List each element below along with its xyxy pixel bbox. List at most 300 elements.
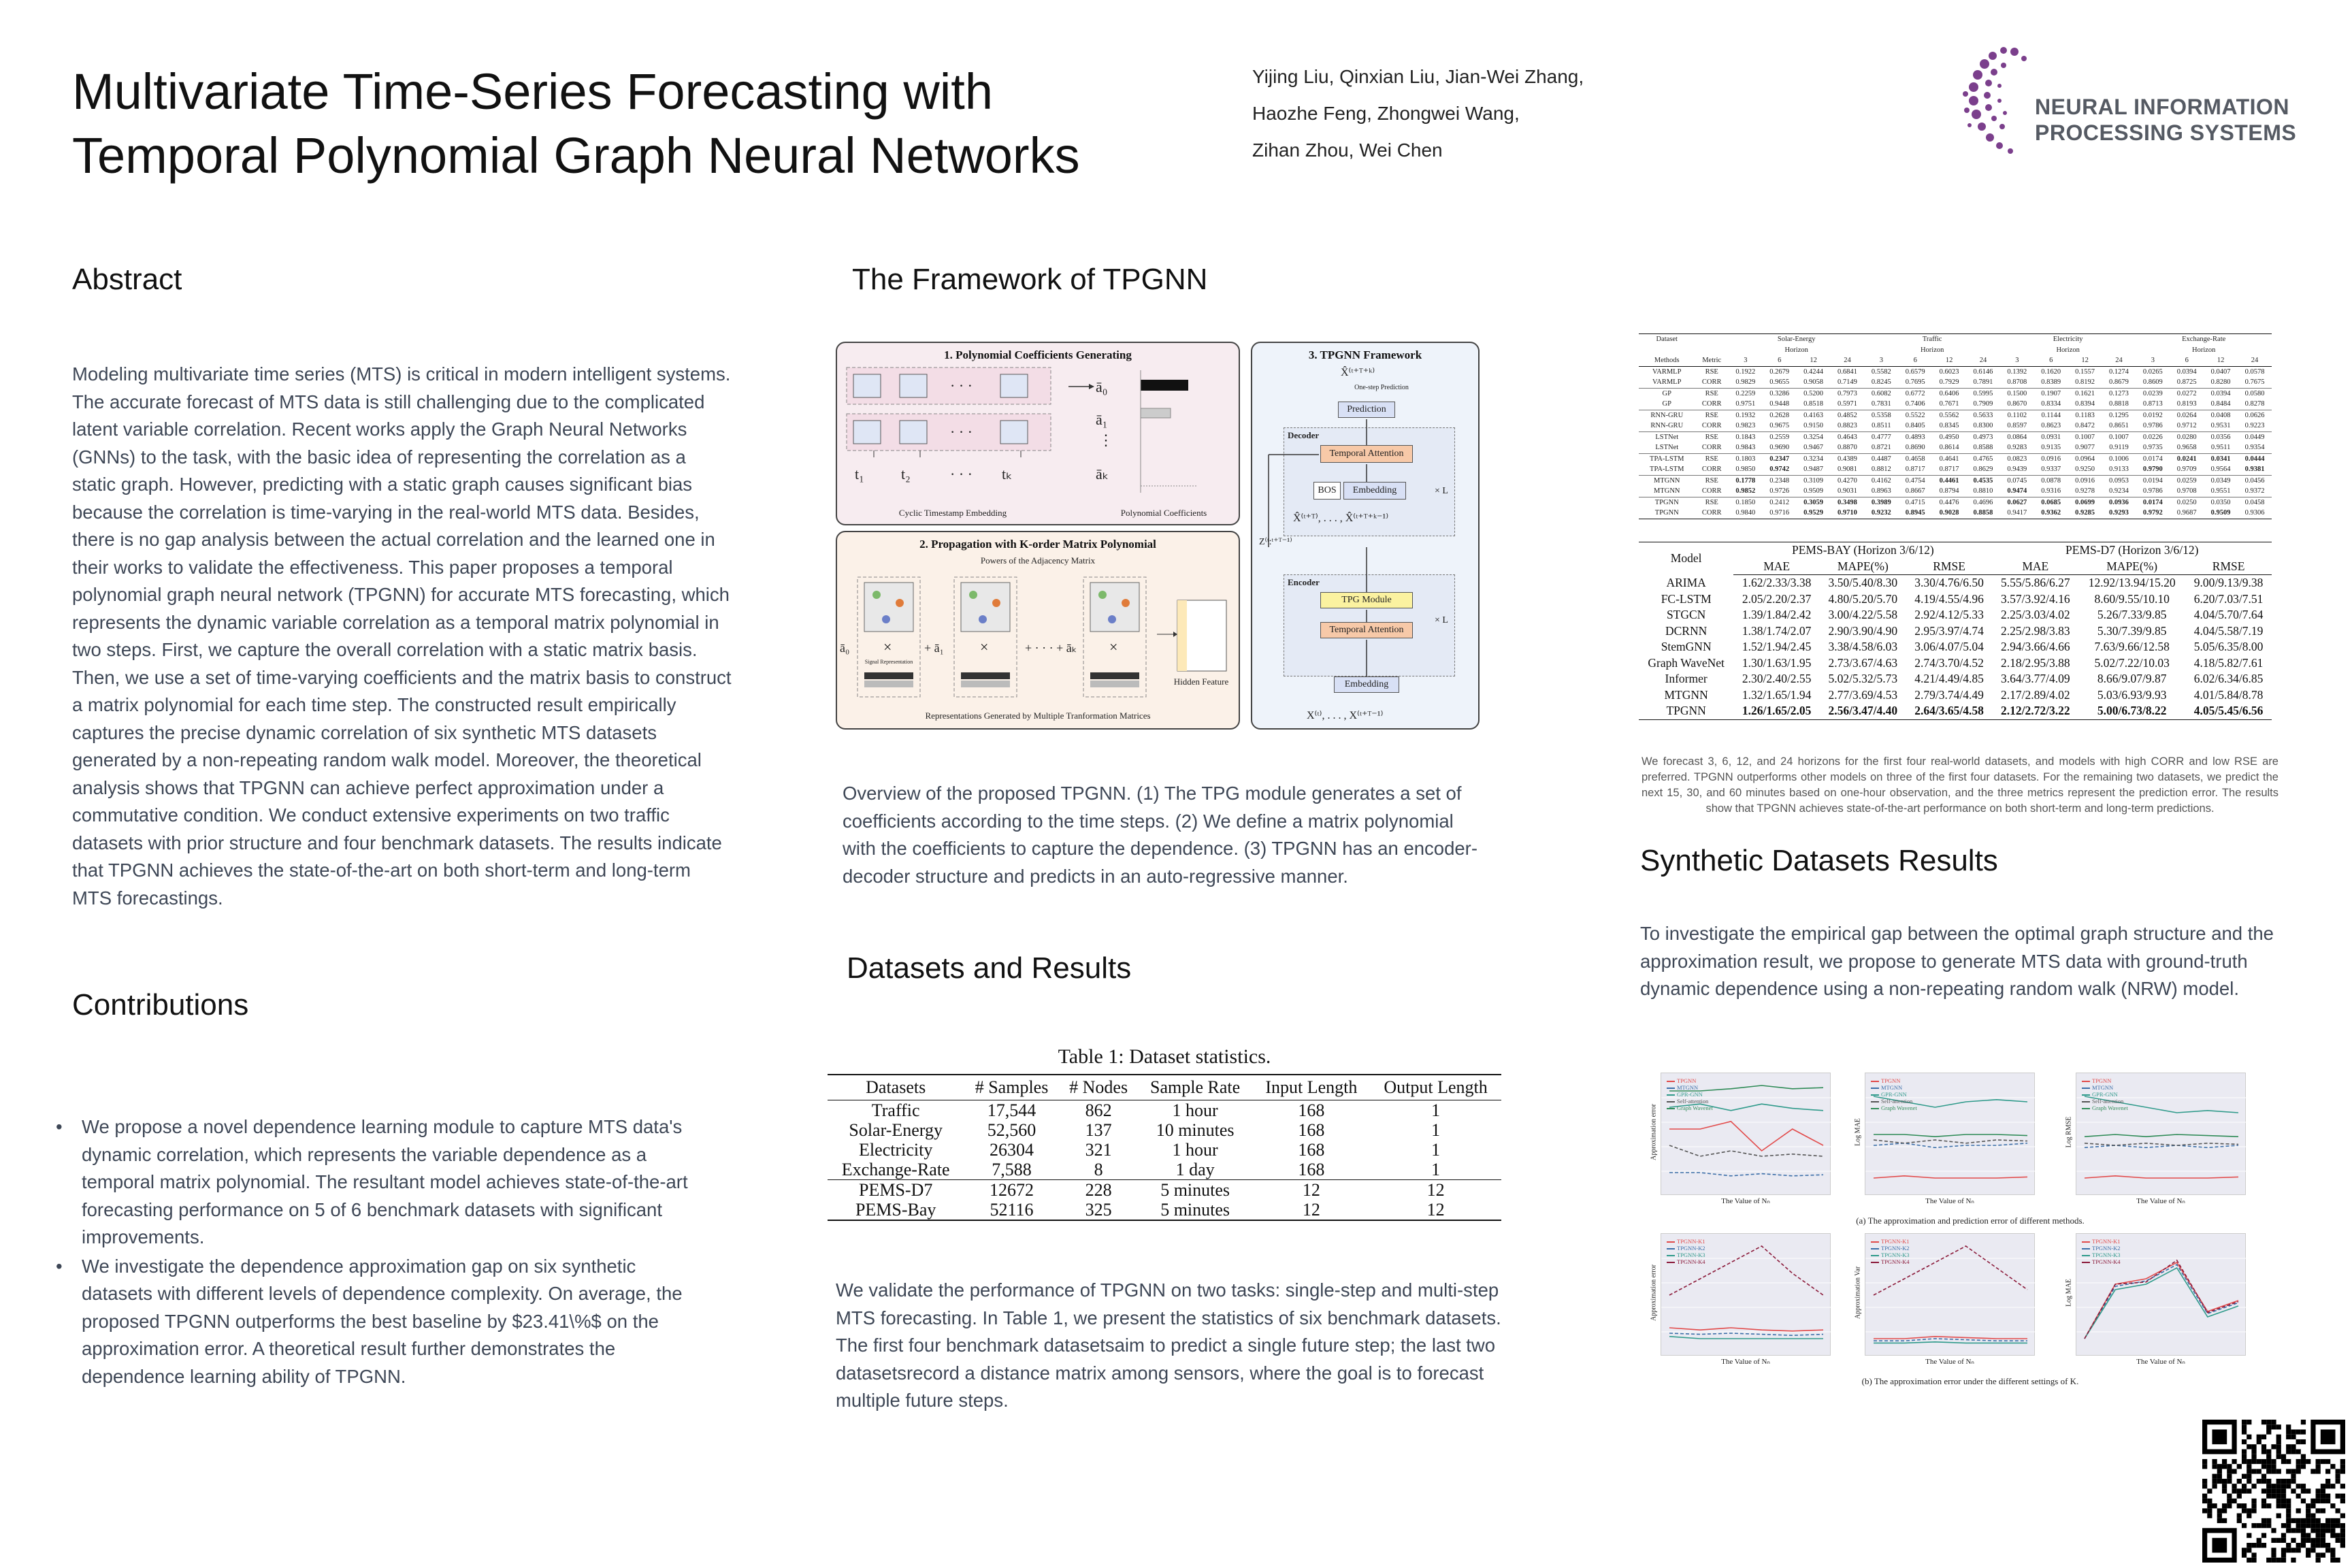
qr-module [2261,1533,2266,1538]
decoder-repeat-label: × L [1435,486,1448,496]
panel2-caption: Representations Generated by Multiple Tranformation Matrices [925,710,1151,721]
table-cell: 0.9850 [1735,466,1756,473]
table-row [1639,388,2272,399]
qr-module [2330,1503,2335,1508]
series-line [2085,1134,2238,1137]
table-cell: 0.5582 [1871,368,1891,376]
table-cell: 0.2412 [1763,497,1797,508]
author-list [1252,59,1633,169]
table-cell: ARIMA [1666,575,1706,589]
table-cell: 0.1557 [2075,368,2095,376]
qr-module [2266,1518,2271,1523]
table-cell: 321 [1085,1140,1112,1160]
table-row [1639,410,2272,421]
qr-module [2281,1503,2286,1508]
series-line [1669,1328,1823,1331]
column-header: 6 [1763,355,1797,366]
table-cell: 0.5995 [1966,388,2000,399]
qr-module [2336,1518,2340,1523]
encoder-embedding: Embedding [1334,676,1399,693]
table-cell: 0.0265 [2142,368,2163,376]
table-cell: 0.3286 [1763,388,1797,399]
qr-module [2237,1494,2242,1499]
table-cell: 0.0936 [2102,497,2136,508]
table-cell: 0.8679 [2109,378,2129,386]
qr-module [2261,1479,2266,1484]
table-cell: 4.05/5.45/6.56 [2185,703,2272,719]
series-line [1669,1173,1823,1176]
horizon-label: Horizon [1920,346,1944,354]
qr-module [2301,1429,2306,1434]
panel2-hidden-label: Hidden Feature [1173,676,1229,687]
series-line [2085,1143,2238,1145]
qr-module [2316,1538,2321,1543]
series-line [1874,1140,2027,1143]
table-cell: 0.0192 [2136,410,2170,421]
table-cell: 0.0350 [2204,497,2238,508]
table-cell: 52116 [964,1200,1059,1220]
table-cell: RSE [1695,410,1728,421]
plot-legend [2082,1077,2128,1111]
qr-module [2266,1479,2271,1484]
qr-code-icon[interactable] [2202,1420,2345,1563]
table-cell: 0.2628 [1763,410,1797,421]
qr-module [2271,1420,2276,1424]
table-cell: 0.0356 [2204,431,2238,442]
table-cell: 2.30/2.40/2.55 [1742,672,1812,685]
single-step-results-table [1639,333,2272,519]
qr-module [2227,1503,2232,1508]
table-cell: 0.8810 [1973,487,1993,495]
table-cell: 0.9687 [2170,508,2204,519]
qr-module [2336,1494,2340,1499]
table-cell: 0.9531 [2210,422,2231,429]
qr-module [2247,1469,2251,1473]
table-cell: 0.0264 [2170,410,2204,421]
table-cell: 0.5633 [1966,410,2000,421]
qr-module [2306,1523,2310,1528]
qr-module [2261,1499,2266,1503]
table-row [1639,591,2272,608]
qr-module [2340,1538,2345,1543]
table-cell: 0.8192 [2075,378,2095,386]
svg-text:ā₁: ā₁ [1096,411,1108,428]
table-cell: 0.8870 [1838,444,1857,451]
qr-module [2212,1538,2227,1553]
qr-module [2217,1464,2222,1469]
qr-module [2291,1474,2296,1479]
table-cell: 5.02/7.22/10.03 [2094,655,2170,670]
table-cell: 0.9829 [1735,378,1756,386]
x-axis-label: The Value of Nₙ [1721,1197,1770,1205]
tpg-module-box: TPG Module [1320,592,1413,608]
table-cell: 0.8472 [2075,422,2095,429]
table-row [1639,464,2272,475]
table-cell: 0.0456 [2238,475,2272,486]
qr-module [2325,1548,2330,1552]
x-axis-label: The Value of Nₙ [1925,1197,1974,1205]
qr-module [2296,1449,2301,1454]
table-row [1639,497,2272,508]
qr-module [2247,1474,2251,1479]
table-cell: 2.94/3.66/4.66 [2000,640,2070,653]
table-cell: 2.92/4.12/5.33 [1914,608,1984,621]
table-row [1639,442,2272,453]
table-cell: 0.8345 [1939,422,1959,429]
qr-module [2242,1503,2247,1508]
column-header: Solar-Energy [1729,334,1865,345]
qr-module [2207,1514,2212,1518]
table-cell: 0.7671 [1939,400,1959,408]
table-cell: 0.8405 [1905,422,1925,429]
table-cell: CORR [1701,487,1722,495]
table-cell: 0.1392 [2007,368,2027,376]
table-row [1639,377,2272,388]
table-cell: 0.9786 [2142,422,2163,429]
qr-module [2330,1523,2335,1528]
table-cell: 2.17/2.89/4.02 [2000,687,2070,702]
qr-module [2217,1469,2222,1473]
column-header: MAE [1992,559,2078,575]
logo-line-1: NEURAL INFORMATION [2035,95,2290,119]
table-cell: 1.62/2.33/3.38 [1742,576,1812,589]
table-cell: 0.1778 [1729,475,1763,486]
qr-module [2222,1459,2227,1464]
table-cell: 8.66/9.07/9.87 [2097,672,2167,685]
table-cell: 0.9708 [2176,487,2197,495]
table-cell: 0.0280 [2170,431,2204,442]
qr-module [2325,1499,2330,1503]
table-row [1639,508,2272,519]
table-row [1639,671,2272,687]
table-cell: 0.0272 [2170,388,2204,399]
qr-module [2321,1553,2325,1558]
table-cell: 3.00/4.22/5.58 [1828,608,1898,621]
qr-module [2247,1514,2251,1518]
table-cell: 0.9354 [2244,444,2265,451]
panel2-subtitle: Powers of the Adjacency Matrix [980,555,1096,566]
qr-module [2281,1494,2286,1499]
table-row [1639,655,2272,672]
qr-module [2336,1523,2340,1528]
x-axis-label: The Value of Nₙ [1721,1358,1770,1366]
qr-module [2271,1538,2276,1543]
svg-text:· · ·: · · · [950,466,973,483]
qr-module [2232,1499,2236,1503]
table-cell: 1 [1431,1140,1441,1160]
table-cell: 1.39/1.84/2.42 [1742,608,1812,621]
table-cell: 0.1932 [1729,410,1763,421]
table-cell: 0.1102 [2000,410,2034,421]
table-cell: 0.9417 [2000,508,2034,519]
table-cell: 0.9293 [2102,508,2136,519]
table-cell: RNN-GRU [1650,422,1684,429]
qr-module [2296,1518,2301,1523]
table-cell: 0.9250 [2075,466,2095,473]
qr-module [2251,1459,2256,1464]
table-cell: 1.52/1.94/2.45 [1742,640,1812,653]
table-cell: 0.2347 [1763,453,1797,464]
table-cell: 0.1907 [2034,388,2068,399]
table-cell: 0.7909 [1973,400,1993,408]
qr-module [2310,1543,2315,1548]
table-cell: 0.6082 [1864,388,1898,399]
qr-module [2340,1469,2345,1473]
svg-text:⋮: ⋮ [1098,431,1113,448]
table-cell: 0.9077 [2075,444,2095,451]
table-cell: 0.9028 [1932,508,1966,519]
encoder-repeat-label: × L [1435,615,1448,625]
table-cell: 1 day [1175,1160,1215,1179]
table-cell: 0.9712 [2176,422,2197,429]
synthetic-plot [1865,1233,2035,1356]
legend-entry: GPR-GNN [1667,1091,1713,1098]
table-cell: 2.74/3.70/4.52 [1914,655,1984,670]
qr-module [2286,1503,2291,1508]
table-cell: 52,560 [987,1120,1036,1140]
qr-module [2217,1479,2222,1484]
table-cell: 0.4973 [1966,431,2000,442]
qr-module [2316,1488,2321,1493]
qr-module [2301,1518,2306,1523]
table-cell: 4.04/5.58/7.19 [2193,623,2264,638]
y-axis-label: Log MAE [2065,1279,2073,1307]
table-cell: 0.4715 [1898,497,1932,508]
column-header: Metric [1695,355,1728,366]
synthetic-plot [1661,1233,1831,1356]
logo-line-2: PROCESSING SYSTEMS [2035,120,2297,145]
qr-module [2306,1459,2310,1464]
table-cell: 0.8300 [1973,422,1993,429]
table-cell: 0.6772 [1898,388,1932,399]
qr-module [2336,1538,2340,1543]
framework-description: Overview of the proposed TPGNN. (1) The TPG module generates a set of coefficients according to the time steps. (2) We define a matrix polynomial with the coefficients to capture the dependence. (3) TPGNN has an encoder-decoder structure and predicts in an auto-regressive manner. [843,783,1477,887]
qr-module [2251,1508,2256,1513]
column-header: 24 [1966,355,2000,366]
panel1-left-caption: Cyclic Timestamp Embedding [898,508,1007,518]
table-cell: TPA-LSTM [1639,453,1695,464]
legend-entry: Self-attention [1871,1098,1917,1105]
table-cell: 0.1620 [2041,368,2061,376]
qr-module [2291,1528,2296,1533]
table-row [1639,453,2272,464]
column-header: 6 [2034,355,2068,366]
qr-module [2212,1474,2217,1479]
table-cell: TPA-LSTM [1650,466,1684,473]
table-cell: 0.9852 [1735,487,1756,495]
table-cell: 2.18/2.95/3.88 [2000,655,2070,670]
qr-module [2247,1488,2251,1493]
qr-module [2257,1543,2261,1548]
datasets-text: We validate the performance of TPGNN on two tasks: single-step and multi-step MTS forecasting. In Table 1, we present the statistics of six benchmark datasets. The first four benchmark datasetsaim to predict a single future step; the last two datasetsrecord a distance matrix among sensors, where the goal is to forecast multiple future steps. [836,1279,1501,1411]
table-cell: 0.9655 [1769,378,1790,386]
qr-module [2286,1444,2291,1449]
panel-tpgnn-framework [1251,342,1480,730]
qr-module [2207,1488,2212,1493]
table-cell: 0.9790 [2142,466,2163,473]
qr-module [2266,1464,2271,1469]
row1-caption: (a) The approximation and prediction error of different methods. [1856,1215,2085,1226]
table-cell: 0.9487 [1803,466,1824,473]
table-cell: 0.8623 [2041,422,2061,429]
qr-module [2316,1459,2321,1464]
qr-module [2276,1469,2281,1473]
qr-module [2247,1479,2251,1484]
qr-module [2336,1533,2340,1538]
table-cell: STGCN [1666,608,1706,621]
series-line [1669,1337,1823,1339]
table-cell: 0.8708 [2007,378,2027,386]
table-cell: 5 minutes [1138,1180,1253,1200]
qr-module [2242,1508,2247,1513]
table-cell: 168 [1298,1120,1325,1140]
neurips-logo-text [2035,94,2296,146]
qr-module [2296,1459,2301,1464]
qr-module [2321,1494,2325,1499]
qr-module [2212,1503,2217,1508]
qr-module [2336,1474,2340,1479]
qr-module [2291,1558,2296,1563]
table-cell: 0.9690 [1769,444,1790,451]
qr-module [2247,1444,2251,1449]
qr-module [2281,1553,2286,1558]
qr-module [2321,1508,2325,1513]
qr-module [2271,1488,2276,1493]
table-cell: 0.1007 [2068,431,2102,442]
table-cell: 0.9742 [1769,466,1790,473]
qr-code[interactable] [2202,1420,2345,1563]
table-cell: 1 hour [1172,1140,1218,1160]
qr-module [2340,1543,2345,1548]
legend-entry: Graph Wavenet [2082,1105,2128,1111]
panel3-one-step-label: One-step Prediction [1354,384,1409,391]
svg-text:Z⁽ᵗ:ᵗ⁺ᵀ⁻¹⁾: Z⁽ᵗ:ᵗ⁺ᵀ⁻¹⁾ [1259,537,1292,547]
qr-module [2286,1499,2291,1503]
qr-module [2291,1469,2296,1473]
table-cell: 168 [1298,1100,1325,1120]
plot-legend [1667,1238,1705,1265]
qr-module [2261,1464,2266,1469]
qr-module [2271,1459,2276,1464]
multi-step-results-table [1639,542,2272,720]
table-cell: 0.8518 [1803,400,1824,408]
qr-module [2247,1464,2251,1469]
qr-module [2325,1469,2330,1473]
qr-module [2271,1558,2276,1563]
qr-module [2281,1479,2286,1484]
qr-module [2261,1435,2266,1439]
column-header: Dataset [1639,334,1695,345]
qr-module [2276,1435,2281,1439]
table-row [828,1180,1501,1200]
table-cell: 0.9362 [2034,508,2068,519]
table-cell: 0.9372 [2244,487,2265,495]
qr-module [2232,1459,2236,1464]
table-cell: TPGNN [1639,703,1733,719]
table-row [828,1140,1501,1160]
qr-module [2242,1484,2247,1488]
qr-module [2296,1528,2301,1533]
table-cell: 0.8858 [1966,508,2000,519]
table-cell: 0.0394 [2176,368,2197,376]
table-cell: 0.9716 [1763,508,1797,519]
legend-entry: Self-attention [2082,1098,2128,1105]
table-cell: 12.92/13.94/15.20 [2088,576,2176,589]
qr-module [2261,1503,2266,1508]
table-cell: 0.0745 [2000,475,2034,486]
table-cell: 0.9843 [1735,444,1756,451]
qr-module [2306,1548,2310,1552]
qr-module [2301,1464,2306,1469]
table-cell: 7,588 [992,1160,1032,1179]
qr-module [2316,1528,2321,1533]
neurips-logo-icon [1960,45,2035,195]
qr-module [2340,1533,2345,1538]
table-cell: 0.8945 [1898,508,1932,519]
table-cell: 0.9467 [1803,444,1824,451]
table-cell: 0.9135 [2041,444,2061,451]
qr-module [2266,1424,2271,1429]
qr-module [2276,1449,2281,1454]
table-cell: 12 [1370,1180,1501,1200]
qr-module [2321,1488,2325,1493]
column-header: Model [1639,542,1733,575]
qr-module [2212,1479,2217,1484]
table-cell: 0.1183 [2068,410,2102,421]
legend-entry: Graph Wavenet [1667,1105,1713,1111]
qr-module [2227,1479,2232,1484]
qr-module [2212,1484,2217,1488]
legend-entry: TPGNN-K1 [1871,1238,1910,1245]
table-cell: 2.64/3.65/4.58 [1906,703,1993,719]
legend-entry: GPR-GNN [1871,1091,1917,1098]
qr-module [2261,1420,2266,1424]
table-cell: 0.5200 [1797,388,1831,399]
table-cell: 0.0878 [2034,475,2068,486]
qr-module [2316,1499,2321,1503]
table-header-row [1639,559,2272,575]
table-cell: 0.7149 [1838,378,1857,386]
table-cell: 0.9509 [1803,487,1824,495]
qr-module [2286,1459,2291,1464]
qr-module [2247,1533,2251,1538]
qr-module [2321,1533,2325,1538]
table-cell: LSTNet [1655,444,1679,451]
table-cell: 0.9223 [2244,422,2265,429]
qr-module [2242,1474,2247,1479]
table-cell: 2.73/3.67/4.63 [1828,655,1898,670]
qr-module [2242,1523,2247,1528]
qr-module [2232,1469,2236,1473]
qr-module [2310,1514,2315,1518]
qr-module [2291,1518,2296,1523]
x-axis-label: The Value of Nₙ [1925,1358,1974,1366]
table-cell: Traffic [871,1100,920,1120]
qr-module [2340,1464,2345,1469]
legend-entry: TPGNN-K2 [1667,1245,1705,1252]
plot-legend [1667,1077,1713,1111]
table-cell: 0.0341 [2204,453,2238,464]
table-cell: 0.8721 [1871,444,1891,451]
table-cell: 0.2679 [1769,368,1790,376]
qr-module [2266,1459,2271,1464]
column-header: MAPE(%) [1820,559,1906,575]
column-header: 12 [2204,355,2238,366]
qr-module [2276,1494,2281,1499]
qr-module [2217,1518,2222,1523]
qr-module [2301,1420,2306,1424]
row2-caption: (b) The approximation error under the different settings of K. [1861,1376,2079,1386]
